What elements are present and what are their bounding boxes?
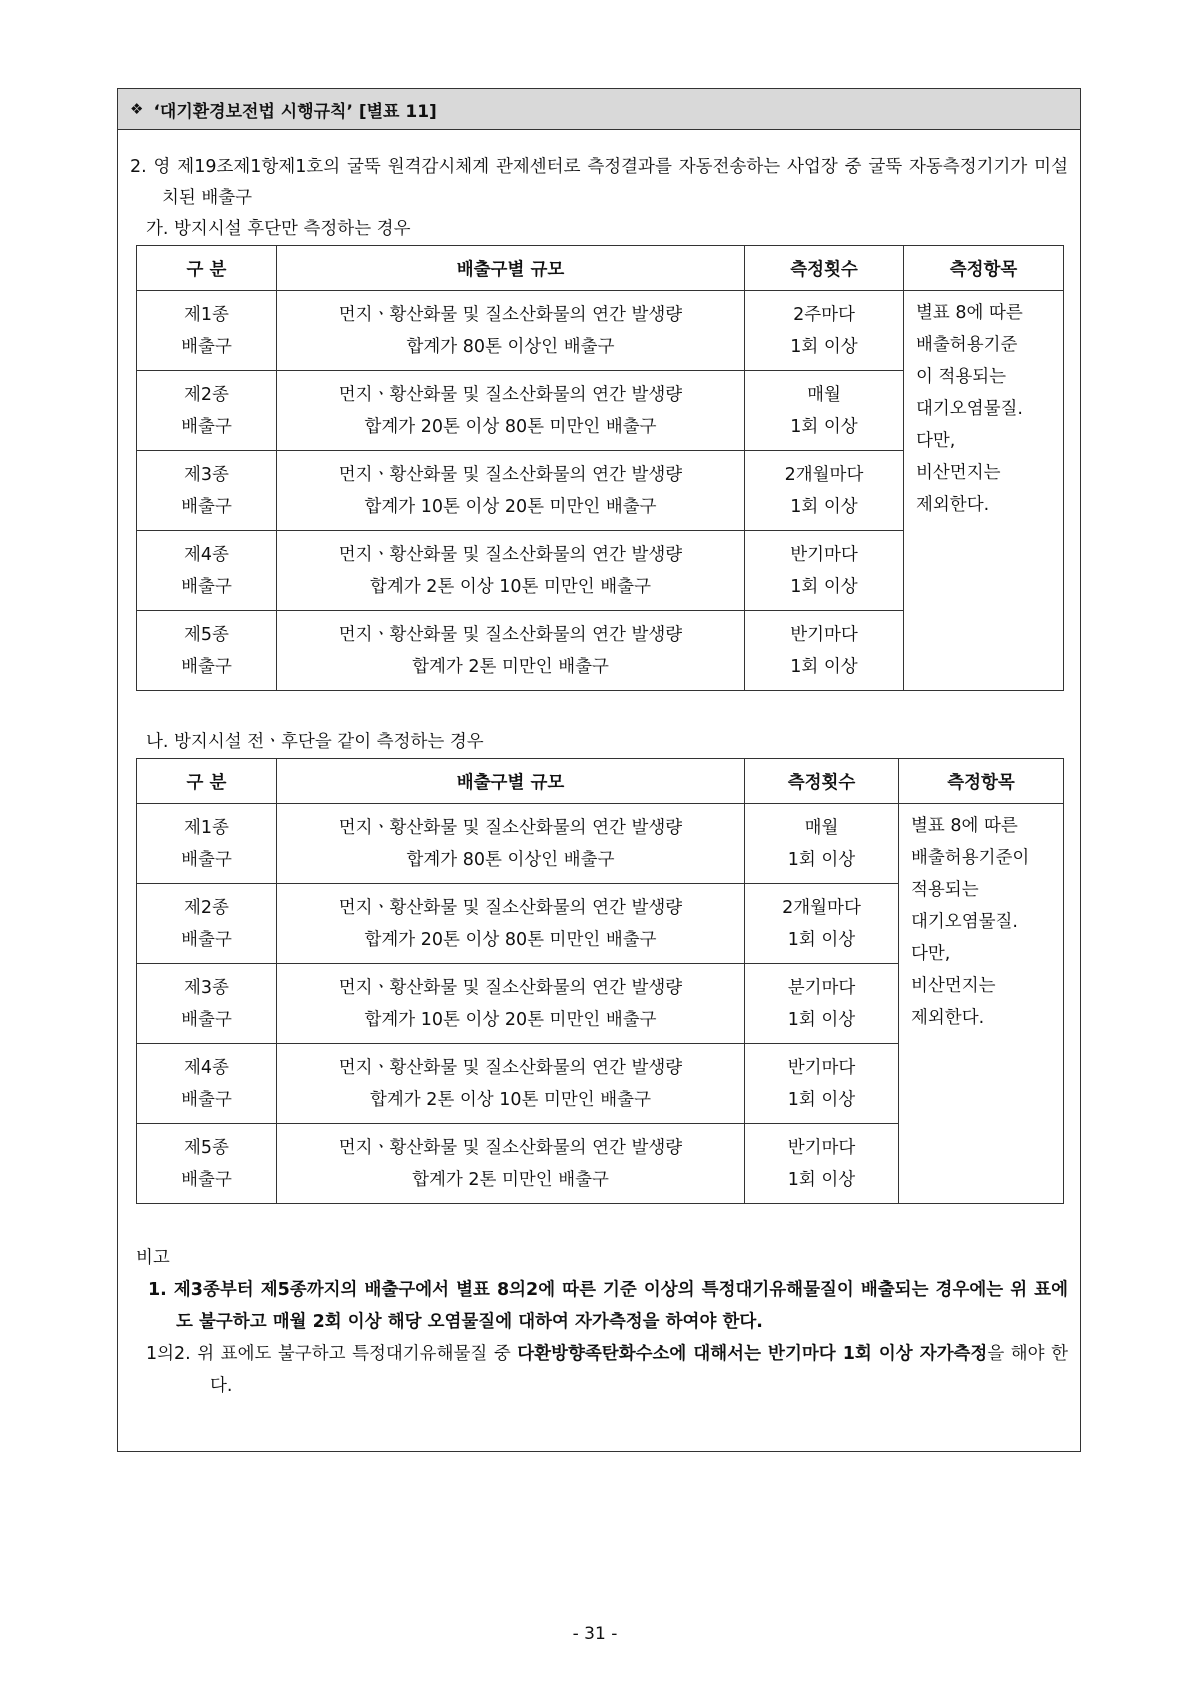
items-line: 다만, [916,431,956,451]
cell-text: 배출구 [181,849,232,870]
cell-frequency [745,291,904,371]
cell-class [137,371,277,451]
items-line: 배출허용기준이 [911,848,1030,868]
cell-text: 1회 이상 [790,416,858,437]
cell-class [137,611,277,691]
cell-text: 제3종 [184,464,229,485]
table1-header-row [137,246,1064,291]
cell-text: 먼지ㆍ황산화물 및 질소산화물의 연간 발생량 [338,384,683,405]
remark-1-2 [130,1338,1068,1402]
cell-text: 제3종 [184,977,229,998]
cell-text: 배출구 [181,1169,232,1190]
cell-scale [277,451,745,531]
cell-frequency [745,964,899,1044]
cell-text: 먼지ㆍ황산화물 및 질소산화물의 연간 발생량 [338,464,683,485]
cell-class [137,1044,277,1124]
col-frequency: 측정횟수 [745,246,904,291]
cell-text: 제5종 [184,624,229,645]
cell-text: 먼지ㆍ황산화물 및 질소산화물의 연간 발생량 [338,1057,683,1078]
items-line: 제외한다. [911,1008,985,1028]
cell-scale [277,531,745,611]
cell-text: 합계가 10톤 이상 20톤 미만인 배출구 [364,496,657,517]
items-line: 별표 8에 따른 [911,816,1018,836]
cell-text: 1회 이상 [787,1009,856,1030]
cell-text: 합계가 2톤 이상 10톤 미만인 배출구 [370,576,651,597]
table2-header-row [137,759,1064,804]
cell-text: 반기마다 [787,1057,856,1078]
remark-1-2-emphasis: 다환방향족탄화수소에 대해서는 반기마다 1회 이상 자가측정 [517,1344,988,1364]
cell-text: 제1종 [184,817,229,838]
cell-text: 배출구 [181,496,232,517]
cell-text: 1회 이상 [790,336,858,357]
cell-text: 합계가 2톤 이상 10톤 미만인 배출구 [370,1089,651,1110]
cell-text: 매월 [804,817,839,838]
remark-1-2-tail: 을 해야 한다. [210,1344,1069,1396]
cell-items [899,804,1064,1204]
items-line: 다만, [911,944,951,964]
cell-frequency [745,804,899,884]
cell-text: 반기마다 [790,544,858,565]
remarks-title: 비고 [136,1248,170,1268]
cell-text: 합계가 80톤 이상인 배출구 [406,849,615,870]
table2 [136,758,1064,1204]
item-2-text: 2. 영 제19조제1항제1호의 굴뚝 원격감시체계 관제센터로 측정결과를 자동전송하는 사업장 중 굴뚝 자동측정기기가 미설치된 배출구 [130,157,1068,208]
cell-text: 합계가 20톤 이상 80톤 미만인 배출구 [364,929,657,950]
cell-class [137,884,277,964]
cell-frequency [745,451,904,531]
header-bar [118,89,1080,130]
cell-text: 1회 이상 [790,496,858,517]
cell-text: 제4종 [184,1057,229,1078]
table-row [137,804,1064,884]
col-items: 측정항목 [904,246,1064,291]
cell-frequency [745,1044,899,1124]
cell-text: 매월 [807,384,841,405]
remark-1-2-lead: 1의2. 위 표에도 불구하고 특정대기유해물질 중 [146,1344,518,1364]
cell-text: 합계가 20톤 이상 80톤 미만인 배출구 [364,416,657,437]
page-number: - 31 - [572,1624,618,1644]
items-line: 배출허용기준 [916,335,1018,355]
cell-text: 합계가 2톤 미만인 배출구 [412,656,609,677]
cell-scale [277,611,745,691]
cell-text: 2주마다 [793,304,855,325]
col-class: 구 분 [137,246,277,291]
cell-text: 먼지ㆍ황산화물 및 질소산화물의 연간 발생량 [338,624,683,645]
cell-scale [277,1044,745,1124]
content [118,152,1080,1402]
cell-text: 1회 이상 [787,1169,856,1190]
cell-text: 먼지ㆍ황산화물 및 질소산화물의 연간 발생량 [338,897,683,918]
col-scale: 배출구별 규모 [277,246,745,291]
remark-1 [130,1274,1068,1338]
items-line: 비산먼지는 [911,976,996,996]
items-line: 대기오염물질. [911,912,1018,932]
cell-text: 제1종 [184,304,229,325]
cell-text: 먼지ㆍ황산화물 및 질소산화물의 연간 발생량 [338,817,683,838]
cell-text: 2개월마다 [784,464,864,485]
cell-items [904,291,1064,691]
cell-text: 배출구 [181,1089,232,1110]
cell-text: 1회 이상 [787,929,856,950]
cell-text: 먼지ㆍ황산화물 및 질소산화물의 연간 발생량 [338,304,683,325]
cell-class [137,964,277,1044]
cell-scale [277,804,745,884]
cell-text: 합계가 10톤 이상 20톤 미만인 배출구 [364,1009,657,1030]
cell-frequency [745,1124,899,1204]
cell-text: 제4종 [184,544,229,565]
cell-scale [277,884,745,964]
cell-class [137,291,277,371]
items-line: 이 적용되는 [916,367,1007,387]
remark-1-text: 1. 제3종부터 제5종까지의 배출구에서 별표 8의2에 따른 기준 이상의 특정대기유해물질이 배출되는 경우에는 위 표에도 불구하고 매월 2회 이상 해당 오염물질에 대하여 자가측정을 하여야 한다. [148,1280,1068,1332]
cell-class [137,451,277,531]
col-frequency: 측정횟수 [745,759,899,804]
cell-text: 배출구 [181,656,232,677]
cell-text: 합계가 80톤 이상인 배출구 [406,336,615,357]
cell-text: 제5종 [184,1137,229,1158]
cell-text: 합계가 2톤 미만인 배출구 [412,1169,609,1190]
table2-caption: 나. 방지시설 전ㆍ후단을 같이 측정하는 경우 [146,732,484,752]
cell-scale [277,964,745,1044]
cell-text: 1회 이상 [790,656,858,677]
items-line: 별표 8에 따른 [916,303,1023,323]
cell-text: 1회 이상 [787,849,856,870]
items-line: 적용되는 [911,880,979,900]
cell-text: 반기마다 [790,624,858,645]
cell-class [137,531,277,611]
col-items: 측정항목 [899,759,1064,804]
table1 [136,245,1064,691]
cell-scale [277,371,745,451]
cell-text: 분기마다 [787,977,856,998]
cell-text: 배출구 [181,1009,232,1030]
header-title: ‘대기환경보전법 시행규칙’ [별표 11] [153,101,437,122]
cell-class [137,1124,277,1204]
cell-text: 먼지ㆍ황산화물 및 질소산화물의 연간 발생량 [338,544,683,565]
cell-text: 먼지ㆍ황산화물 및 질소산화물의 연간 발생량 [338,977,683,998]
cell-class [137,804,277,884]
cell-frequency [745,371,904,451]
remarks [130,1242,1068,1402]
cell-text: 배출구 [181,336,232,357]
cell-scale [277,291,745,371]
table1-caption: 가. 방지시설 후단만 측정하는 경우 [146,219,411,239]
cell-text: 제2종 [184,897,229,918]
items-line: 비산먼지는 [916,463,1001,483]
cell-frequency [745,531,904,611]
diamond-bullet-icon: ❖ [130,100,144,118]
cell-text: 1회 이상 [787,1089,856,1110]
cell-text: 제2종 [184,384,229,405]
table-row [137,291,1064,371]
cell-text: 배출구 [181,576,232,597]
col-class: 구 분 [137,759,277,804]
cell-text: 2개월마다 [782,897,861,918]
cell-text: 1회 이상 [790,576,858,597]
cell-text: 반기마다 [787,1137,856,1158]
cell-text: 배출구 [181,929,232,950]
cell-scale [277,1124,745,1204]
col-scale: 배출구별 규모 [277,759,745,804]
regulation-frame [117,88,1081,1452]
cell-frequency [745,611,904,691]
items-line: 대기오염물질. [916,399,1023,419]
cell-text: 먼지ㆍ황산화물 및 질소산화물의 연간 발생량 [338,1137,683,1158]
cell-text: 배출구 [181,416,232,437]
cell-frequency [745,884,899,964]
items-line: 제외한다. [916,495,990,515]
